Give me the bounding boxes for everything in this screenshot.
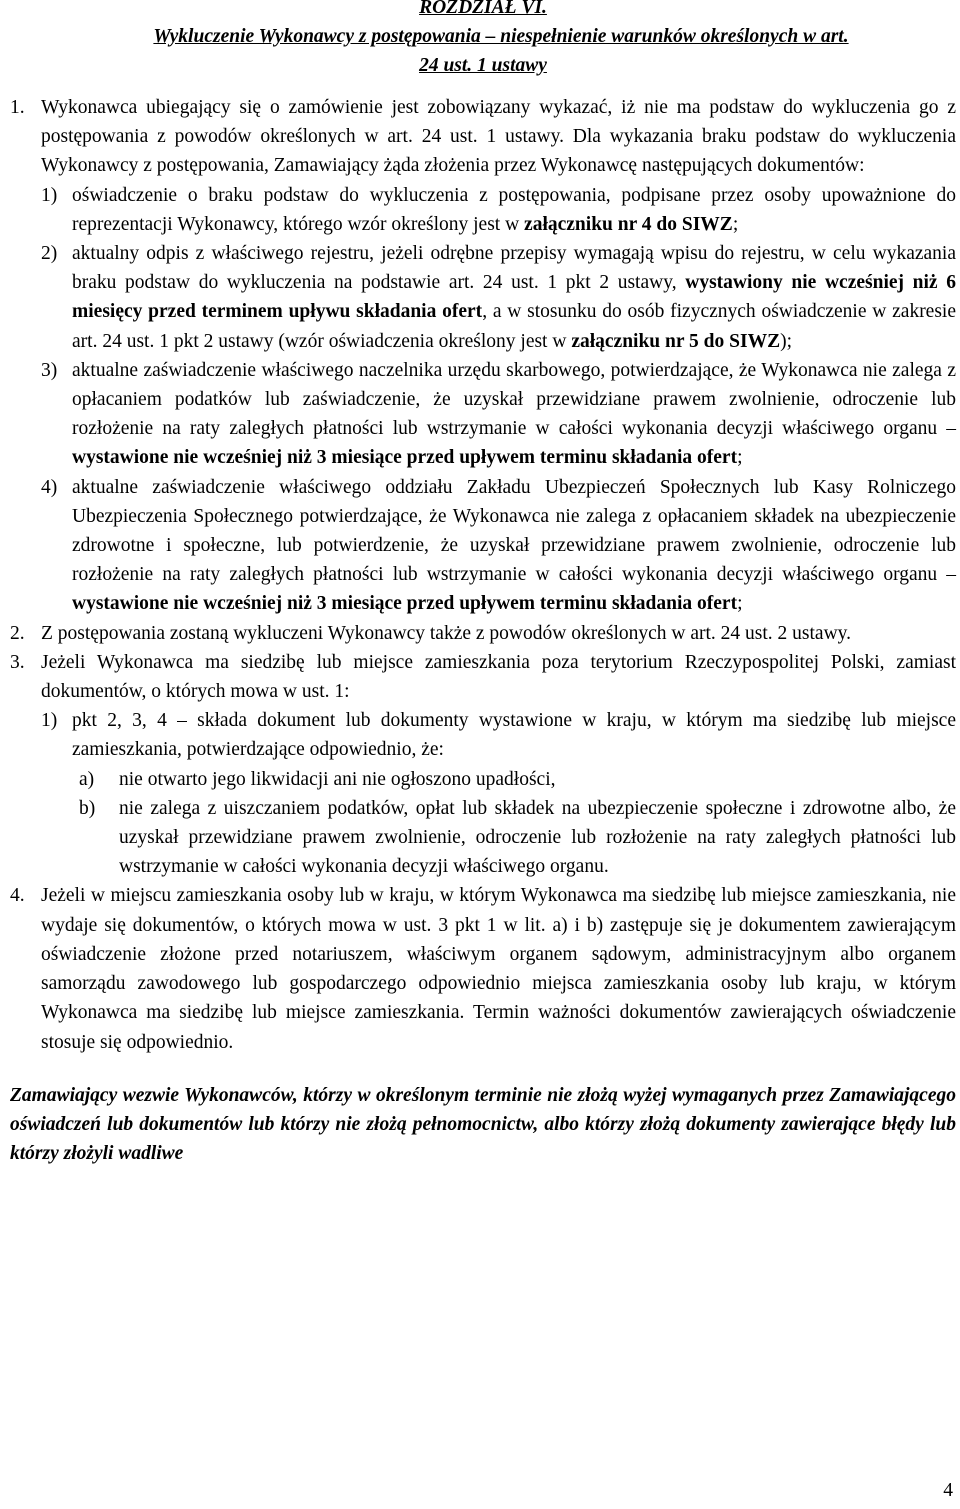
list-item bbox=[41, 706, 956, 764]
document-page bbox=[10, 0, 956, 1168]
section-body bbox=[41, 648, 956, 882]
list-item-text: aktualny odpis z właściwego rejestru, jeżeli odrębne przepisy wymagają wpisu do rejestru, w celu wykazania braku podstaw do wykluczenia na podstawie art. 24 ust. 1 pkt 2 ustawy, wystawiony nie wcześniej niż 6 miesięcy przed terminem upływu składania ofert, a w stosunku do osób fizycznych oświadczenie w zakresie art. 24 ust. 1 pkt 2 ustawy (wzór oświadczenia określony jest w załączniku nr 5 do SIWZ); bbox=[72, 243, 956, 352]
section-text: Z postępowania zostaną wykluczeni Wykonawcy także z powodów określonych w art. 24 ust. 2 ustawy. bbox=[41, 622, 852, 644]
section-body bbox=[41, 93, 956, 619]
list-item-number: 2) bbox=[41, 243, 58, 265]
list-item bbox=[41, 239, 956, 356]
section-text: Jeżeli w miejscu zamieszkania osoby lub w kraju, w którym Wykonawca ma siedzibę lub miejsce zamieszkania, nie wydaje się dokumentów, o których mowa w ust. 3 pkt 1 w lit. a) i b) zastępuje się je dokumentem zawierającym oświadczenie złożone przed notariuszem, właściwym organem sądowym, administracyjnym albo organem samorządu zawodowego lub gospodarczego odpowiednio miejsca zamieszkania osoby lub kraju, w którym Wykonawca ma siedzibę lub miejsce zamieszkania. Termin ważności dokumentów zawierających oświadczenie stosuje się odpowiednio. bbox=[41, 885, 956, 1053]
chapter-subtitle-line2: 24 ust. 1 ustawy bbox=[419, 55, 547, 76]
list-item-text: oświadczenie o braku podstaw do wykluczenia z postępowania, podpisane przez osoby upoważnione do reprezentacji Wykonawcy, którego wzór określony jest w załączniku nr 4 do SIWZ; bbox=[72, 184, 956, 235]
final-note: Zamawiający wezwie Wykonawców, którzy w określonym terminie nie złożą wyżej wymaganych przez Zamawiającego oświadczeń lub dokumentów lub którzy nie złożą pełnomocnictw, albo którzy złożą dokumenty zawierające błędy lub którzy złożyli wadliwe bbox=[10, 1084, 956, 1165]
chapter-title: ROZDZIAŁ VI. bbox=[419, 0, 547, 18]
letter-item-text: nie otwarto jego likwidacji ani nie ogłoszono upadłości, bbox=[119, 768, 556, 790]
section-intro: Jeżeli Wykonawca ma siedzibę lub miejsce zamieszkania poza terytorium Rzeczypospolitej Polski, zamiast dokumentów, o których mowa w ust. 1: bbox=[41, 651, 956, 703]
list-item bbox=[41, 473, 956, 619]
letter-item-label: b) bbox=[79, 797, 96, 819]
letter-item bbox=[41, 765, 956, 794]
section-4 bbox=[10, 881, 956, 1056]
section-number: 3. bbox=[10, 651, 25, 673]
list-item-number: 4) bbox=[41, 476, 58, 498]
list-item bbox=[41, 181, 956, 239]
section-2 bbox=[10, 619, 956, 648]
letter-item-text: nie zalega z uiszczaniem podatków, opłat lub składek na ubezpieczenie społeczne i zdrowotne albo, że uzyskał przewidziane prawem zwolnienie, odroczenie lub rozłożenie na raty zaległych płatności lub wstrzymanie w całości wykonania decyzji właściwego organu. bbox=[119, 797, 956, 878]
section-1 bbox=[10, 93, 956, 619]
section-number: 1. bbox=[10, 97, 25, 118]
list-item-number: 1) bbox=[41, 710, 58, 732]
list-item-text: pkt 2, 3, 4 – składa dokument lub dokumenty wystawione w kraju, w którym ma siedzibę lub miejsce zamieszkania, potwierdzające odpowiednio, że: bbox=[72, 710, 956, 761]
list-item bbox=[41, 356, 956, 473]
list-item-text: aktualne zaświadczenie właściwego oddziału Zakładu Ubezpieczeń Społecznych lub Kasy Rolniczego Ubezpieczenia Społecznego potwierdzające, że Wykonawca nie zalega z opłacaniem składek na ubezpieczenie zdrowotne i społeczne, lub potwierdzenie, że uzyskał przewidziane prawem zwolnienie, odroczenie lub rozłożenie na raty zaległych płatności lub wstrzymanie w całości wykonania decyzji właściwego organu – wystawione nie wcześniej niż 3 miesiące przed upływem terminu składania ofert; bbox=[72, 476, 956, 615]
list-item-number: 1) bbox=[41, 184, 58, 206]
list-item-number: 3) bbox=[41, 359, 58, 381]
section-3 bbox=[10, 648, 956, 882]
page-number: 4 bbox=[943, 1480, 953, 1501]
letter-item bbox=[41, 794, 956, 882]
section-number: 4. bbox=[10, 885, 25, 907]
letter-item-label: a) bbox=[79, 768, 95, 790]
section-number: 2. bbox=[10, 622, 25, 644]
list-item-text: aktualne zaświadczenie właściwego naczelnika urzędu skarbowego, potwierdzające, że Wykonawca nie zalega z opłacaniem podatków lub zaświadczenie, że uzyskał przewidziane prawem zwolnienie, odroczenie lub rozłożenie na raty zaległych płatności lub wstrzymanie w całości wykonania decyzji właściwego organu – wystawione nie wcześniej niż 3 miesiące przed upływem terminu składania ofert; bbox=[72, 359, 956, 469]
chapter-subtitle-line1: Wykluczenie Wykonawcy z postępowania – niespełnienie warunków określonych w art. bbox=[153, 26, 849, 47]
section-intro: Wykonawca ubiegający się o zamówienie jest zobowiązany wykazać, iż nie ma podstaw do wykluczenia go z postępowania z powodów określonych w art. 24 ust. 1 ustawy. Dla wykazania braku podstaw do wykluczenia Wykonawcy z postępowania, Zamawiający żąda złożenia przez Wykonawcę następujących dokumentów: bbox=[41, 97, 956, 177]
